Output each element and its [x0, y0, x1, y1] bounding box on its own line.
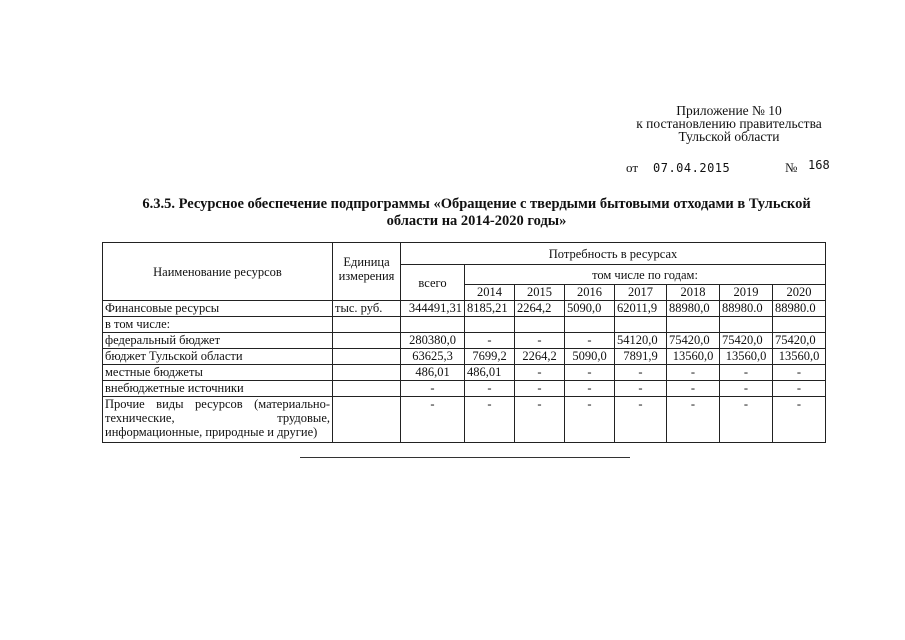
row-value	[615, 317, 667, 333]
row-value: 8185,21	[465, 301, 515, 317]
header-total: всего	[401, 265, 465, 301]
appendix-block	[590, 104, 868, 143]
row-name: бюджет Тульской области	[103, 349, 333, 365]
header-row-1	[103, 243, 826, 265]
year-header: 2015	[515, 285, 565, 301]
row-value	[720, 317, 773, 333]
table-row	[103, 333, 826, 349]
row-value: 75420,0	[667, 333, 720, 349]
section-title-line-2: области на 2014-2020 годы»	[386, 213, 567, 229]
appendix-line-2: к постановлению правительства	[636, 116, 822, 131]
row-value: 88980.0	[773, 301, 826, 317]
row-total: 280380,0	[401, 333, 465, 349]
row-total: -	[401, 381, 465, 397]
section-title-line-1: 6.3.5. Ресурсное обеспечение подпрограммы «Обращение с твердыми бытовыми отходами в Тульской	[142, 196, 811, 212]
row-value: -	[667, 365, 720, 381]
row-value	[515, 317, 565, 333]
table-row	[103, 349, 826, 365]
row-value	[465, 317, 515, 333]
year-header: 2014	[465, 285, 515, 301]
decree-date: 07.04.2015	[653, 161, 731, 175]
year-header: 2018	[667, 285, 720, 301]
table-row	[103, 397, 826, 443]
row-value: -	[565, 397, 615, 443]
row-unit	[333, 333, 401, 349]
year-header: 2020	[773, 285, 826, 301]
decree-number: 168	[808, 158, 830, 172]
row-value: -	[773, 365, 826, 381]
row-unit	[333, 397, 401, 443]
row-unit	[333, 317, 401, 333]
row-value: 88980,0	[667, 301, 720, 317]
row-value: 7891,9	[615, 349, 667, 365]
row-name: Прочие виды ресурсов (материально-технические, трудовые, информационные, природные и другие)	[103, 397, 333, 443]
row-value: 5090,0	[565, 301, 615, 317]
table-row	[103, 317, 826, 333]
header-need: Потребность в ресурсах	[401, 243, 826, 265]
row-total: 486,01	[401, 365, 465, 381]
row-value: -	[667, 397, 720, 443]
year-header: 2016	[565, 285, 615, 301]
decree-number-label: №	[785, 160, 798, 175]
row-value: -	[565, 381, 615, 397]
row-value: -	[465, 381, 515, 397]
row-name: местные бюджеты	[103, 365, 333, 381]
row-value: 54120,0	[615, 333, 667, 349]
table-row	[103, 381, 826, 397]
row-value: -	[565, 365, 615, 381]
row-total: 63625,3	[401, 349, 465, 365]
row-unit	[333, 349, 401, 365]
row-name: Финансовые ресурсы	[103, 301, 333, 317]
row-value: -	[515, 381, 565, 397]
row-value: -	[515, 365, 565, 381]
appendix-line-1: Приложение № 10	[676, 103, 782, 118]
row-value: 13560,0	[667, 349, 720, 365]
row-value: 2264,2	[515, 301, 565, 317]
row-total: 344491,31	[401, 301, 465, 317]
header-unit: Единица измерения	[333, 243, 401, 301]
row-value: -	[515, 397, 565, 443]
row-name: внебюджетные источники	[103, 381, 333, 397]
row-unit	[333, 381, 401, 397]
table-row	[103, 301, 826, 317]
table-row	[103, 365, 826, 381]
row-value: -	[465, 397, 515, 443]
row-value: -	[615, 381, 667, 397]
row-value: -	[773, 381, 826, 397]
row-unit	[333, 365, 401, 381]
row-value: 5090,0	[565, 349, 615, 365]
row-value	[565, 317, 615, 333]
row-value: 62011,9	[615, 301, 667, 317]
row-value: -	[515, 333, 565, 349]
row-value: -	[773, 397, 826, 443]
row-value	[773, 317, 826, 333]
resources-table	[102, 242, 826, 443]
row-value: 13560,0	[720, 349, 773, 365]
section-title	[104, 196, 849, 230]
row-value: 75420,0	[720, 333, 773, 349]
row-value: -	[465, 333, 515, 349]
row-value: -	[720, 365, 773, 381]
row-value: 2264,2	[515, 349, 565, 365]
bottom-divider	[300, 457, 630, 458]
year-header: 2017	[615, 285, 667, 301]
row-unit: тыс. руб.	[333, 301, 401, 317]
row-value	[667, 317, 720, 333]
row-value: 88980.0	[720, 301, 773, 317]
appendix-line-3: Тульской области	[678, 129, 780, 144]
date-from-label: от	[626, 160, 639, 175]
row-value: -	[720, 381, 773, 397]
row-value: -	[667, 381, 720, 397]
row-value: 486,01	[465, 365, 515, 381]
row-value: 7699,2	[465, 349, 515, 365]
row-value: -	[720, 397, 773, 443]
header-name: Наименование ресурсов	[103, 243, 333, 301]
row-total: -	[401, 397, 465, 443]
header-by-years: том числе по годам:	[465, 265, 826, 285]
row-value: -	[615, 397, 667, 443]
row-value: -	[615, 365, 667, 381]
row-name: федеральный бюджет	[103, 333, 333, 349]
row-value: 13560,0	[773, 349, 826, 365]
year-header: 2019	[720, 285, 773, 301]
row-name: в том числе:	[103, 317, 333, 333]
row-total	[401, 317, 465, 333]
row-value: 75420,0	[773, 333, 826, 349]
row-value: -	[565, 333, 615, 349]
